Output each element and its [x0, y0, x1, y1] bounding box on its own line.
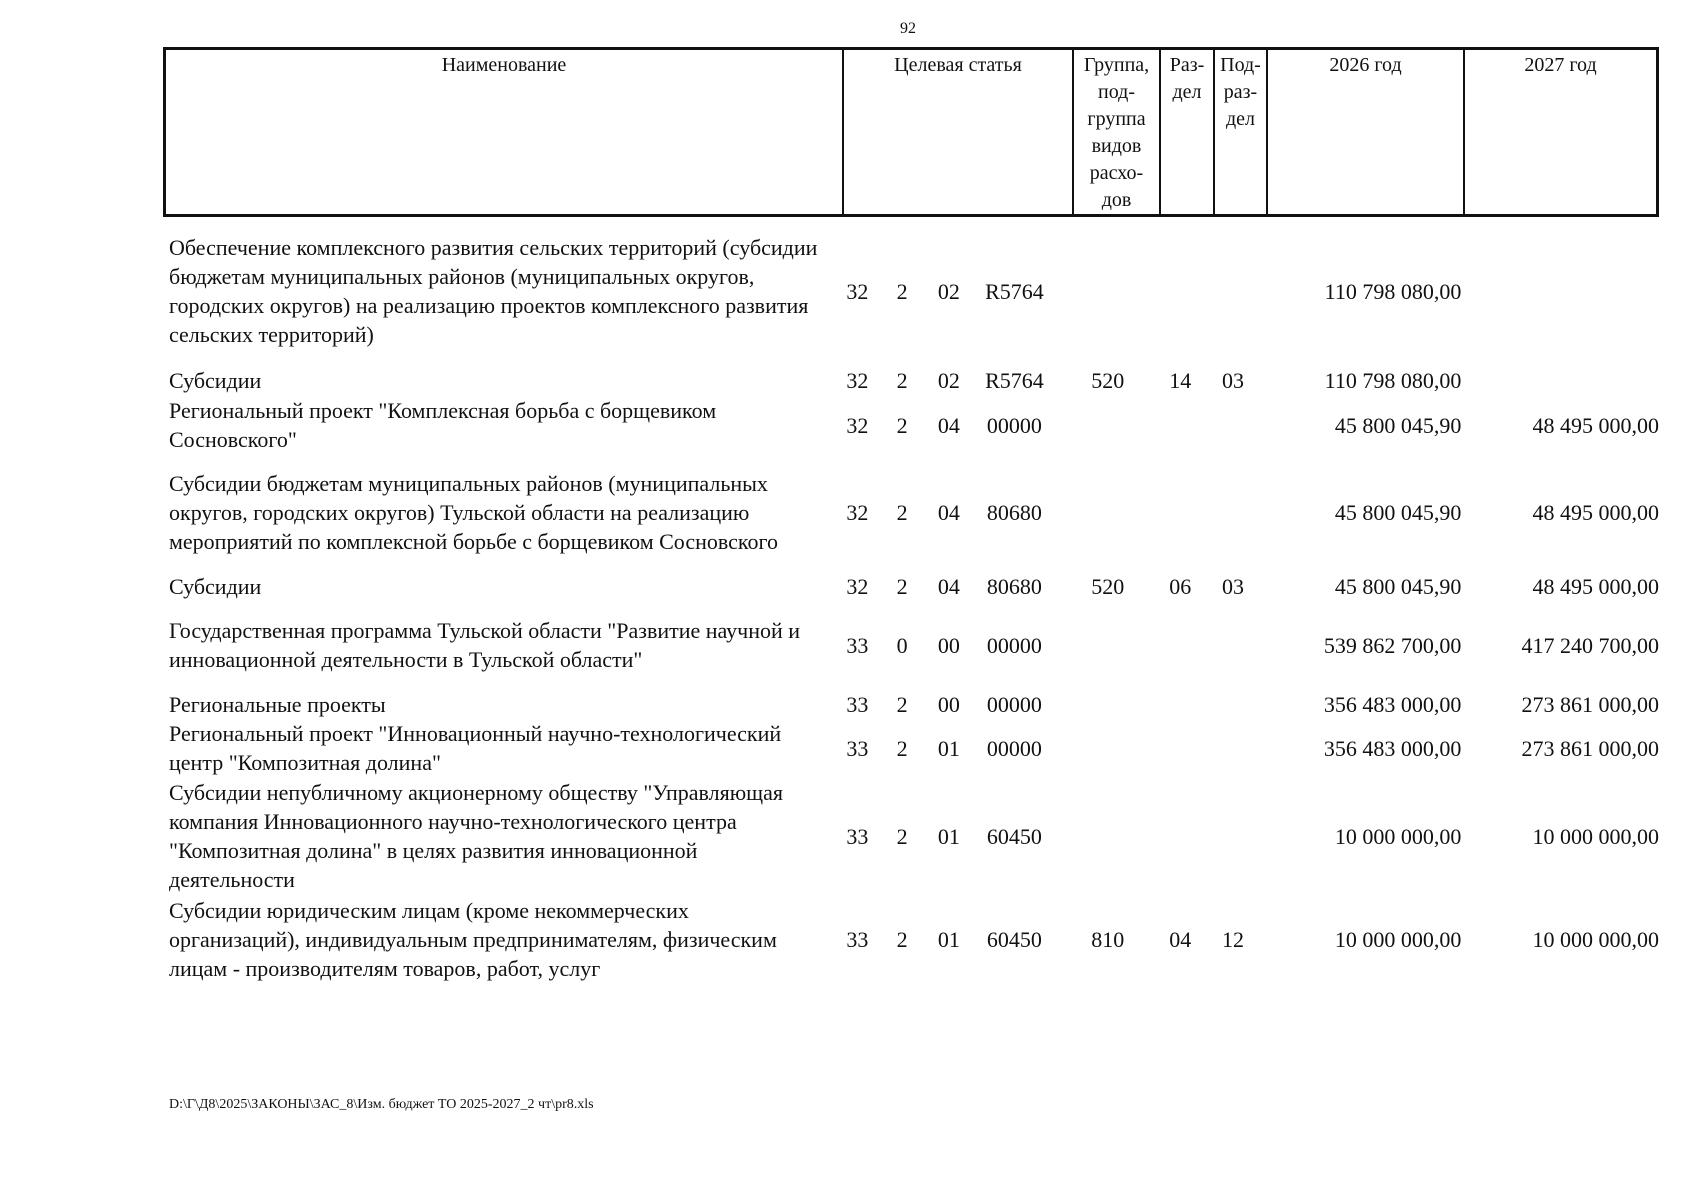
row-target-type: 2	[896, 692, 908, 717]
row-name: Субсидии	[169, 368, 262, 393]
row-name: Субсидии юридическим лицам (кроме некоммерческих организаций), индивидуальным предпринимателям, физическим лицам - производителям товаров, работ, услуг	[169, 898, 777, 981]
row-amount-2026: 539 862 700,00	[1323, 632, 1462, 658]
row-target-type: 2	[896, 735, 908, 761]
row-target-program: 32	[846, 412, 869, 438]
row-target-direction: R5764	[985, 368, 1044, 393]
row-subsection: 12	[1221, 927, 1244, 952]
table-row	[163, 896, 1659, 983]
header-subsection-line: Под-	[1220, 54, 1261, 76]
row-target-direction: 00000	[986, 412, 1042, 438]
row-group: 520	[1091, 368, 1125, 393]
table-row	[163, 616, 1659, 674]
row-amount-2026: 45 800 045,90	[1334, 412, 1462, 438]
row-target-structure: 04	[937, 412, 960, 438]
header-name: Наименование	[166, 50, 844, 214]
row-name: Государственная программа Тульской области "Развитие научной и инновационной деятельности в Тульской области"	[169, 618, 801, 672]
footer-file-path: D:\Г\Д8\2025\ЗАКОНЫ\ЗАС_8\Изм. бюджет ТО 2025-2027_2 чт\pr8.xls	[169, 1097, 594, 1112]
row-amount-2027: 273 861 000,00	[1521, 692, 1659, 717]
header-section-line: Раз-	[1169, 54, 1205, 76]
row-target-type: 2	[896, 927, 908, 952]
row-amount-2027: 48 495 000,00	[1532, 412, 1659, 438]
header-group-line: группа	[1087, 108, 1146, 130]
row-target-structure: 04	[937, 500, 960, 525]
header-year-2026: 2026 год	[1268, 50, 1465, 214]
row-amount-2027: 48 495 000,00	[1532, 574, 1659, 599]
row-group: 810	[1091, 927, 1125, 952]
row-target-type: 0	[896, 632, 908, 658]
row-target-direction: R5764	[985, 278, 1044, 304]
table-row	[163, 233, 1659, 349]
table-row	[163, 572, 1659, 601]
row-name: Региональный проект "Инновационный научно-технологический центр "Композитная долина"	[169, 721, 782, 775]
header-section-line: дел	[1172, 81, 1202, 103]
row-target-type: 2	[896, 823, 908, 849]
row-target-structure: 01	[937, 823, 960, 849]
row-amount-2026: 45 800 045,90	[1334, 574, 1462, 599]
row-name: Региональные проекты	[169, 692, 386, 717]
header-group-line: дов	[1101, 189, 1132, 211]
row-target-direction: 60450	[986, 823, 1042, 849]
row-subsection: 03	[1221, 368, 1244, 393]
row-target-direction: 60450	[986, 927, 1042, 952]
row-section: 06	[1169, 574, 1192, 599]
table-row	[163, 719, 1659, 777]
header-section	[1161, 50, 1215, 214]
header-subsection-line: дел	[1225, 108, 1256, 130]
header-subsection	[1215, 50, 1268, 214]
row-target-type: 2	[896, 500, 908, 525]
header-subsection-line: раз-	[1223, 81, 1258, 103]
row-amount-2026: 10 000 000,00	[1334, 823, 1462, 849]
row-amount-2026: 356 483 000,00	[1323, 692, 1462, 717]
row-target-direction: 80680	[986, 500, 1042, 525]
row-target-structure: 00	[937, 632, 960, 658]
row-target-type: 2	[896, 412, 908, 438]
table-header	[163, 47, 1659, 217]
row-target-direction: 00000	[986, 692, 1042, 717]
row-target-program: 33	[846, 927, 869, 952]
row-target-program: 32	[846, 500, 869, 525]
row-target-direction: 00000	[986, 632, 1042, 658]
row-target-structure: 01	[937, 735, 960, 761]
row-amount-2027: 10 000 000,00	[1532, 823, 1659, 849]
row-name: Региональный проект "Комплексная борьба с борщевиком Сосновского"	[169, 398, 717, 452]
row-target-type: 2	[896, 574, 908, 599]
table-row	[163, 469, 1659, 556]
row-name: Субсидии бюджетам муниципальных районов (муниципальных округов, городских округов) Тульской области на реализацию мероприятий по комплексной борьбе с борщевиком Сосновского	[169, 471, 778, 554]
row-group: 520	[1091, 574, 1125, 599]
header-group-line: видов	[1091, 135, 1142, 157]
row-target-program: 33	[846, 632, 869, 658]
row-subsection: 03	[1221, 574, 1244, 599]
header-expense-group	[1074, 50, 1161, 214]
row-amount-2027: 10 000 000,00	[1532, 927, 1659, 952]
row-name: Субсидии непубличному акционерному обществу "Управляющая компания Инновационного научно-технологического центра "Композитная долина" в целях развития инновационной деятельности	[169, 780, 783, 892]
row-amount-2027: 273 861 000,00	[1521, 735, 1659, 761]
row-target-program: 32	[846, 368, 869, 393]
row-target-program: 32	[846, 574, 869, 599]
table-row	[163, 778, 1659, 894]
page-number: 92	[900, 20, 916, 37]
header-group-line: под-	[1098, 81, 1135, 103]
row-name: Субсидии	[169, 574, 262, 599]
row-target-structure: 00	[937, 692, 960, 717]
row-target-structure: 02	[937, 278, 960, 304]
row-target-program: 33	[846, 823, 869, 849]
row-target-program: 33	[846, 692, 869, 717]
row-target-structure: 04	[937, 574, 960, 599]
row-amount-2026: 356 483 000,00	[1323, 735, 1462, 761]
row-amount-2027: 48 495 000,00	[1532, 500, 1659, 525]
row-amount-2026: 45 800 045,90	[1334, 500, 1462, 525]
row-target-type: 2	[896, 368, 908, 393]
table-row	[163, 366, 1659, 395]
row-target-direction: 00000	[986, 735, 1042, 761]
row-target-program: 32	[846, 278, 869, 304]
row-target-type: 2	[896, 278, 908, 304]
row-section: 04	[1169, 927, 1192, 952]
row-target-structure: 02	[937, 368, 960, 393]
row-target-structure: 01	[937, 927, 960, 952]
row-name: Обеспечение комплексного развития сельских территорий (субсидии бюджетам муниципальных районов (муниципальных округов, городских округов) на реализацию проектов комплексного развития сельских территорий)	[169, 235, 818, 347]
header-group-line: Группа,	[1083, 54, 1150, 76]
row-amount-2026: 110 798 080,00	[1324, 368, 1462, 393]
header-year-2027: 2027 год	[1524, 54, 1597, 76]
row-amount-2027: 417 240 700,00	[1521, 632, 1659, 658]
row-target-program: 33	[846, 735, 869, 761]
row-section: 14	[1169, 368, 1192, 393]
header-target-article: Целевая статья	[844, 50, 1074, 214]
row-amount-2026: 110 798 080,00	[1324, 278, 1462, 304]
table-row	[163, 396, 1659, 454]
table-row	[163, 690, 1659, 719]
row-target-direction: 80680	[986, 574, 1042, 599]
row-amount-2026: 10 000 000,00	[1334, 927, 1462, 952]
header-group-line: расхо-	[1089, 162, 1144, 184]
